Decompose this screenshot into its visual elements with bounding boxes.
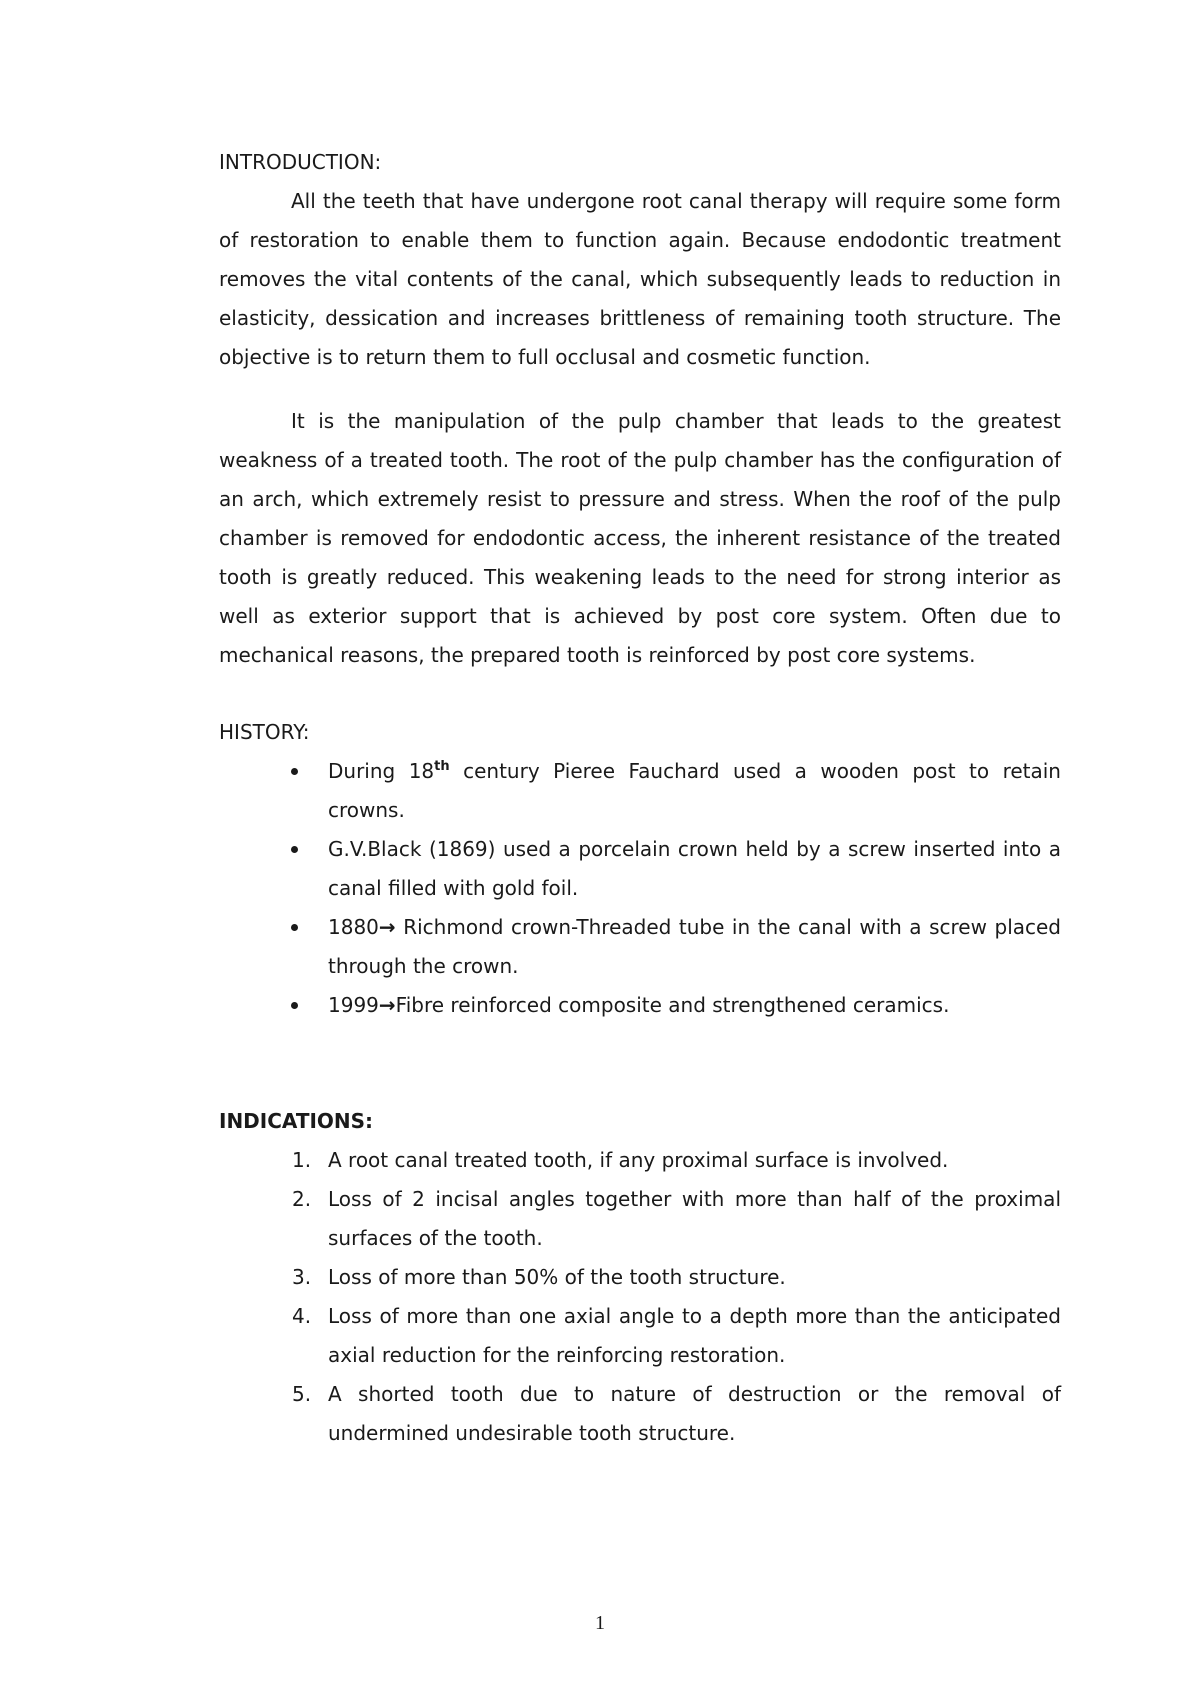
history-item-text: G.V.Black (1869) used a porcelain crown held by a screw inserted into a canal filled with gold foil. (328, 837, 1061, 900)
indication-text: A shorted tooth due to nature of destruction or the removal of undermined undesirable tooth structure. (328, 1382, 1061, 1445)
history-item-text: Fibre reinforced composite and strengthened ceramics. (395, 993, 950, 1017)
introduction-paragraph-1: All the teeth that have undergone root canal therapy will require some form of restoration to enable them to function again. Because endodontic treatment removes the vital contents of the canal, which subsequently leads to reduction in elasticity, dessication and increases brittleness of remaining tooth structure. The objective is to return them to full occlusal and cosmetic function. (219, 189, 1061, 369)
indication-text: A root canal treated tooth, if any proximal surface is involved. (328, 1148, 949, 1172)
indication-item-1 (219, 1141, 1061, 1180)
history-heading: HISTORY: (219, 720, 310, 744)
arrow-right-icon: → (378, 993, 396, 1017)
list-number: 3. (292, 1265, 312, 1289)
history-item-4 (219, 986, 1061, 1025)
history-item-3 (219, 908, 1061, 986)
document-page (219, 143, 1061, 1453)
indication-item-4 (219, 1297, 1061, 1375)
page-number: 1 (595, 1612, 605, 1634)
list-number: 4. (292, 1304, 312, 1328)
list-number: 2. (292, 1187, 312, 1211)
indication-item-3 (219, 1258, 1061, 1297)
arrow-right-icon: → (378, 915, 396, 939)
introduction-heading: INTRODUCTION: (219, 150, 382, 174)
list-number: 5. (292, 1382, 312, 1406)
indication-text: Loss of more than one axial angle to a depth more than the anticipated axial reduction for the reinforcing restoration. (328, 1304, 1061, 1367)
indication-text: Loss of 2 incisal angles together with more than half of the proximal surfaces of the tooth. (328, 1187, 1061, 1250)
history-item-text: During 18 (328, 759, 435, 783)
indication-text: Loss of more than 50% of the tooth structure. (328, 1265, 786, 1289)
history-item-text: Richmond crown-Threaded tube in the canal with a screw placed through the crown. (328, 915, 1061, 978)
introduction-paragraph-2: It is the manipulation of the pulp chamber that leads to the greatest weakness of a treated tooth. The root of the pulp chamber has the configuration of an arch, which extremely resist to pressure and stress. When the roof of the pulp chamber is removed for endodontic access, the inherent resistance of the treated tooth is greatly reduced. This weakening leads to the need for strong interior as well as exterior support that is achieved by post core system. Often due to mechanical reasons, the prepared tooth is reinforced by post core systems. (219, 409, 1061, 667)
history-year: 1880 (328, 915, 379, 939)
indications-heading: INDICATIONS: (219, 1109, 374, 1133)
ordinal-superscript: th (434, 759, 450, 774)
indication-item-5 (219, 1375, 1061, 1453)
history-list (219, 752, 1061, 1025)
list-number: 1. (292, 1148, 312, 1172)
history-item-2 (219, 830, 1061, 908)
history-year: 1999 (328, 993, 379, 1017)
history-item-1 (219, 752, 1061, 830)
indication-item-2 (219, 1180, 1061, 1258)
indications-list (219, 1141, 1061, 1453)
history-item-text: century Pieree Fauchard used a wooden post to retain crowns. (328, 759, 1061, 822)
